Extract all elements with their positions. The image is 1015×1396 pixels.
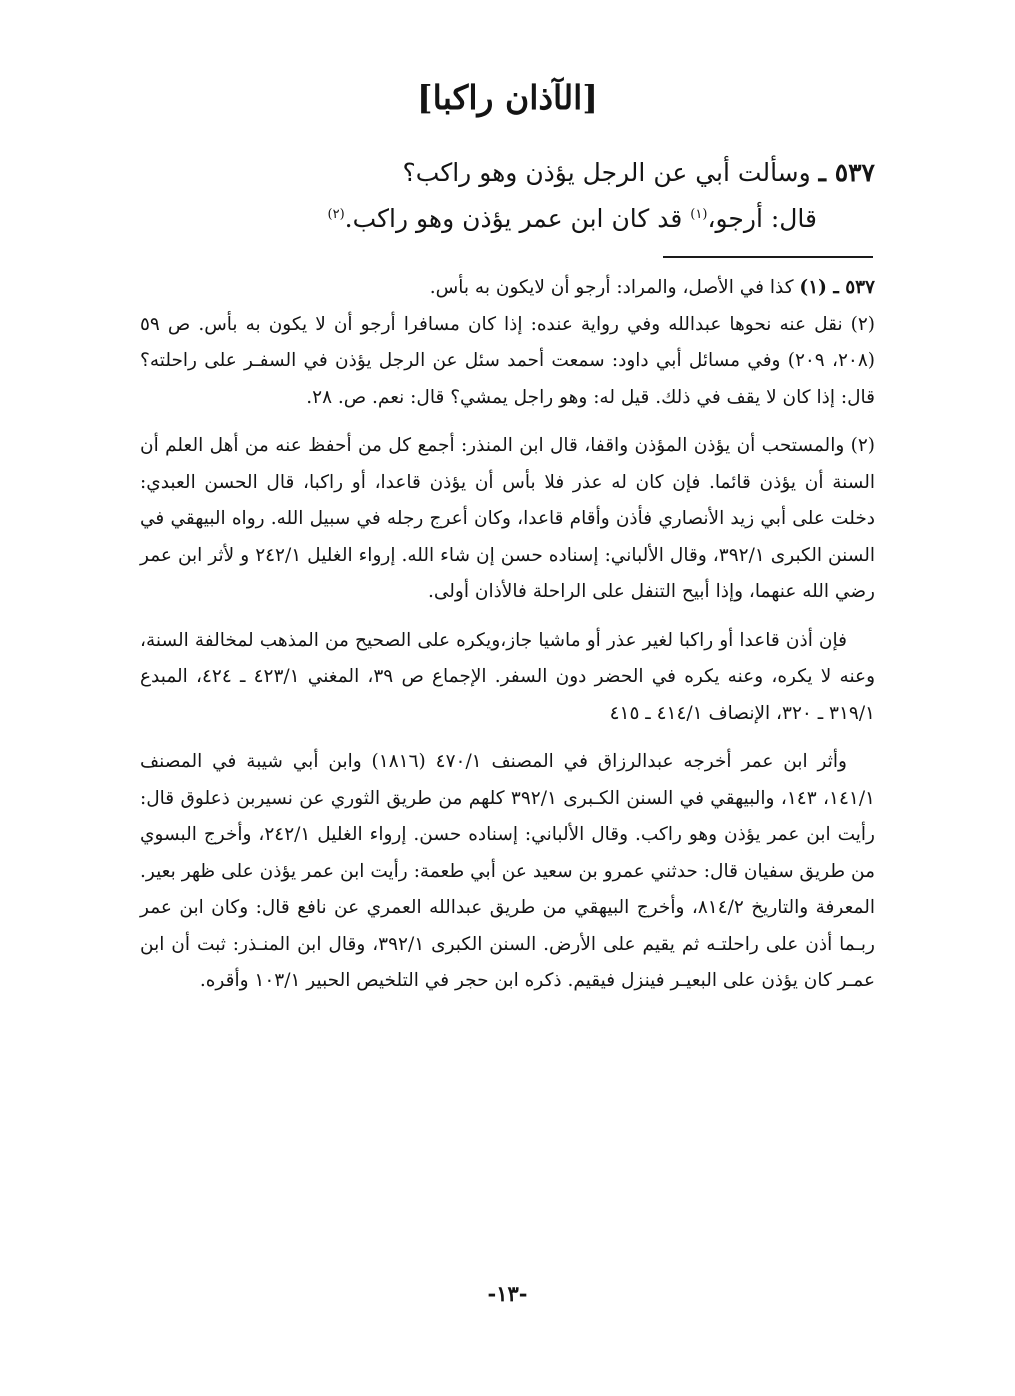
chapter-title: [الآذان راكبا]: [417, 78, 598, 117]
footnote-1: [140, 270, 875, 307]
footnote-marker-2: (٢): [327, 207, 345, 222]
footnote-separator: [663, 256, 873, 258]
commentary-paragraph-3: وأثر ابن عمر أخرجه عبدالرزاق في المصنف ٤٧٠/١ (١٨١٦) وابن أبي شيبة في المصنف ١٤١/١، ١٤٣، والبيهقي في السنن الكـبرى ٣٩٢/١ كلهم من طريق الثوري عن نسيربن ذعلوق قال: رأيت ابن عمر يؤذن وهو راكب. وقال الألباني: إسناده حسن. إرواء الغليل ٢٤٢/١، وأخرج البسوي من طريق سفيان قال: حدثني عمرو بن سعيد عن أبي طعمة: رأيت ابن عمر يؤذن على ظهر بعير. المعرفة والتاريخ ٨١٤/٢، وأخرج البيهقي من طريق عبدالله العمري عن نافع قال: وكان ابن عمر ربـما أذن على راحلتـه ثم يقيم على الأرض. السنن الكبرى ٣٩٢/١، وقال ابن المنـذر: ثبت أن ابن عمـر كان يؤذن على البعيـر فينزل فيقيم. ذكره ابن حجر في التلخيص الحبير ١٠٣/١ وأقره.: [140, 751, 875, 991]
commentary-paragraph-2: فإن أذن قاعدا أو راكبا لغير عذر أو ماشيا جاز،ويكره على الصحيح من المذهب لمخالفة السنة، وعنه لا يكره، وعنه يكره في الحضر دون السفر. الإجماع ص ٣٩، المغني ٤٢٣/١ ـ ٤٢٤، المبدع ٣١٩/١ ـ ٣٢٠، الإنصاف ٤١٤/١ ـ ٤١٥: [140, 629, 875, 724]
entry-answer-part2: قد كان ابن عمر يؤذن وهو راكب.: [344, 204, 683, 233]
entry-answer-line: [140, 196, 875, 242]
commentary-paragraph-1: (٢) والمستحب أن يؤذن المؤذن واقفا، قال ابن المنذر: أجمع كل من أحفظ عنه من أهل العلم أن السنة أن يؤذن قائما. فإن كان له عذر فلا بأس أن يؤذن قاعدا، أو راكبا، قال الحسن العبدي: دخلت على أبي زيد الأنصاري فأذن وأقام قاعدا، وكان أعرج رجله في سبيل الله. رواه البيهقي في السنن الكبرى ٣٩٢/١، وقال الألباني: إسناده حسن إن شاء الله. إرواء الغليل ٢٤٢/١ و لأثر ابن عمر رضي الله عنهما، وإذا أبيح التنفل على الراحلة فالأذان أولى.: [140, 435, 875, 602]
footnote-2: (٢) نقل عنه نحوها عبدالله وفي رواية عنده: إذا كان مسافرا أرجو أن لا يكون به بأس. ص ٥٩ (٢٠٨، ٢٠٩) وفي مسائل أبي داود: سمعت أحمد سئل عن الرجل يؤذن في السفـر على راحلته؟ قال: إذا كان لا يقف في ذلك. قيل له: وهو راجل يمشي؟ قال: نعم. ص. ٢٨.: [140, 313, 875, 408]
main-entry: [140, 150, 875, 242]
page-number: -١٣-: [487, 1281, 528, 1306]
footnotes-section: [140, 270, 875, 1012]
footnote-1-text: كذا في الأصل، والمراد: أرجو أن لايكون به بأس.: [429, 277, 794, 298]
footnote-1-prefix: ٥٣٧ ـ (١): [799, 277, 875, 298]
footnote-marker-1: (١): [690, 207, 708, 222]
entry-answer-part1: قال: أرجو،: [707, 204, 817, 233]
entry-question-line: [140, 150, 875, 196]
entry-number: ٥٣٧ ـ: [818, 158, 875, 187]
entry-question: وسألت أبي عن الرجل يؤذن وهو راكب؟: [402, 158, 811, 187]
document-page: [140, 0, 875, 1396]
